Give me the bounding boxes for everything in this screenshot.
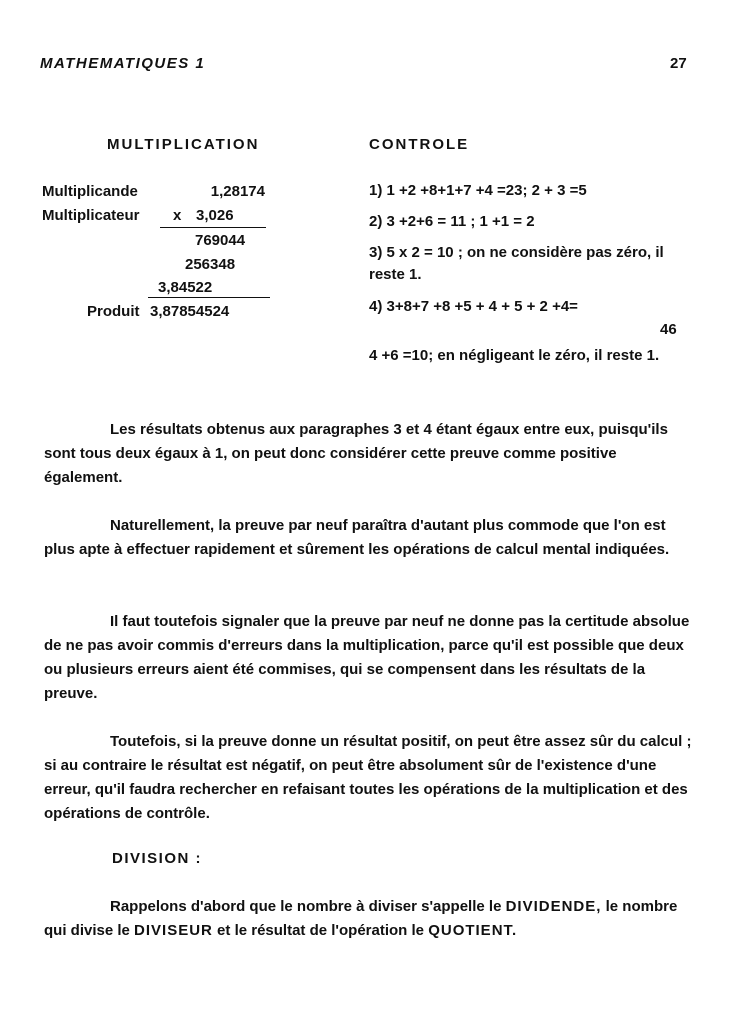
- paragraph-3: [44, 610, 694, 706]
- controle-item-4: 4) 3+8+7 +8 +5 + 4 + 5 + 2 +4=: [369, 298, 578, 315]
- paragraph-4-text: Toutefois, si la preuve donne un résultat positif, on peut être assez sûr du calcul ; si au contraire le résultat est négatif, on peut être absolument sûr de l'existence d'une erreur, qu'il faudra rechercher en refaisant toutes les opérations de la multiplication et des opérations de contrôle.: [44, 733, 692, 822]
- product-value: 3,87854524: [150, 303, 230, 320]
- controle-item-3: 3) 5 x 2 = 10 ; on ne considère pas zéro, il reste 1.: [369, 244, 664, 283]
- product-label: Produit: [87, 303, 140, 320]
- multiplicand-value: 1,28174: [210, 183, 265, 200]
- controle-item-4-result: 46: [660, 321, 677, 338]
- multiplier-label: Multiplicateur: [42, 207, 140, 224]
- multiplication-title: MULTIPLICATION: [107, 136, 260, 153]
- division-text-3: et le résultat de l'opération le: [212, 922, 429, 939]
- division-text-2: le nombre qui divise le: [44, 898, 678, 939]
- term-dividend: DIVIDENDE,: [505, 898, 602, 915]
- division-title: DIVISION :: [112, 850, 203, 867]
- partial-product-1: 769044: [195, 232, 246, 249]
- term-quotient: QUOTIENT.: [428, 922, 518, 939]
- division-text-1: Rappelons d'abord que le nombre à diviser s'appelle le: [110, 898, 506, 915]
- multiplier-value: 3,026: [196, 207, 234, 224]
- controle-item-2: 2) 3 +2+6 = 11 ; 1 +1 = 2: [369, 213, 535, 230]
- division-paragraph-text: [44, 895, 694, 943]
- division-paragraph: [44, 895, 694, 943]
- running-title: MATHEMATIQUES 1: [40, 55, 206, 72]
- controle-title: CONTROLE: [369, 136, 470, 153]
- term-divisor: DIVISEUR: [134, 922, 213, 939]
- paragraph-2: [44, 514, 694, 562]
- controle-item-5: 4 +6 =10; en négligeant le zéro, il reste 1.: [369, 347, 660, 364]
- multiplicand-label: Multiplicande: [42, 183, 138, 200]
- partial-product-2: 256348: [185, 256, 236, 273]
- paragraph-1-text: Les résultats obtenus aux paragraphes 3 et 4 étant égaux entre eux, puisqu'ils sont tous deux égaux à 1, on peut donc considérer cette preuve comme positive également.: [44, 421, 668, 486]
- paragraph-2-text: Naturellement, la preuve par neuf paraîtra d'autant plus commode que l'on est plus apte à effectuer rapidement et sûrement les opérations de calcul mental indiquées.: [44, 517, 670, 558]
- page-number: 27: [670, 55, 687, 72]
- paragraph-3-text: Il faut toutefois signaler que la preuve par neuf ne donne pas la certitude absolue de ne pas avoir commis d'erreurs dans la multiplication, parce qu'il est possible que deux ou plusieurs erreurs aient été commises, qui se compensent dans les résultats de la preuve.: [44, 613, 690, 702]
- multiplier-sign: x: [173, 207, 182, 224]
- product-rule: [148, 297, 270, 298]
- paragraph-1: [44, 418, 694, 490]
- multiplier-rule: [160, 227, 266, 228]
- partial-product-3: 3,84522: [158, 279, 213, 296]
- paragraph-4: [44, 730, 694, 826]
- controle-item-1: 1) 1 +2 +8+1+7 +4 =23; 2 + 3 =5: [369, 182, 587, 199]
